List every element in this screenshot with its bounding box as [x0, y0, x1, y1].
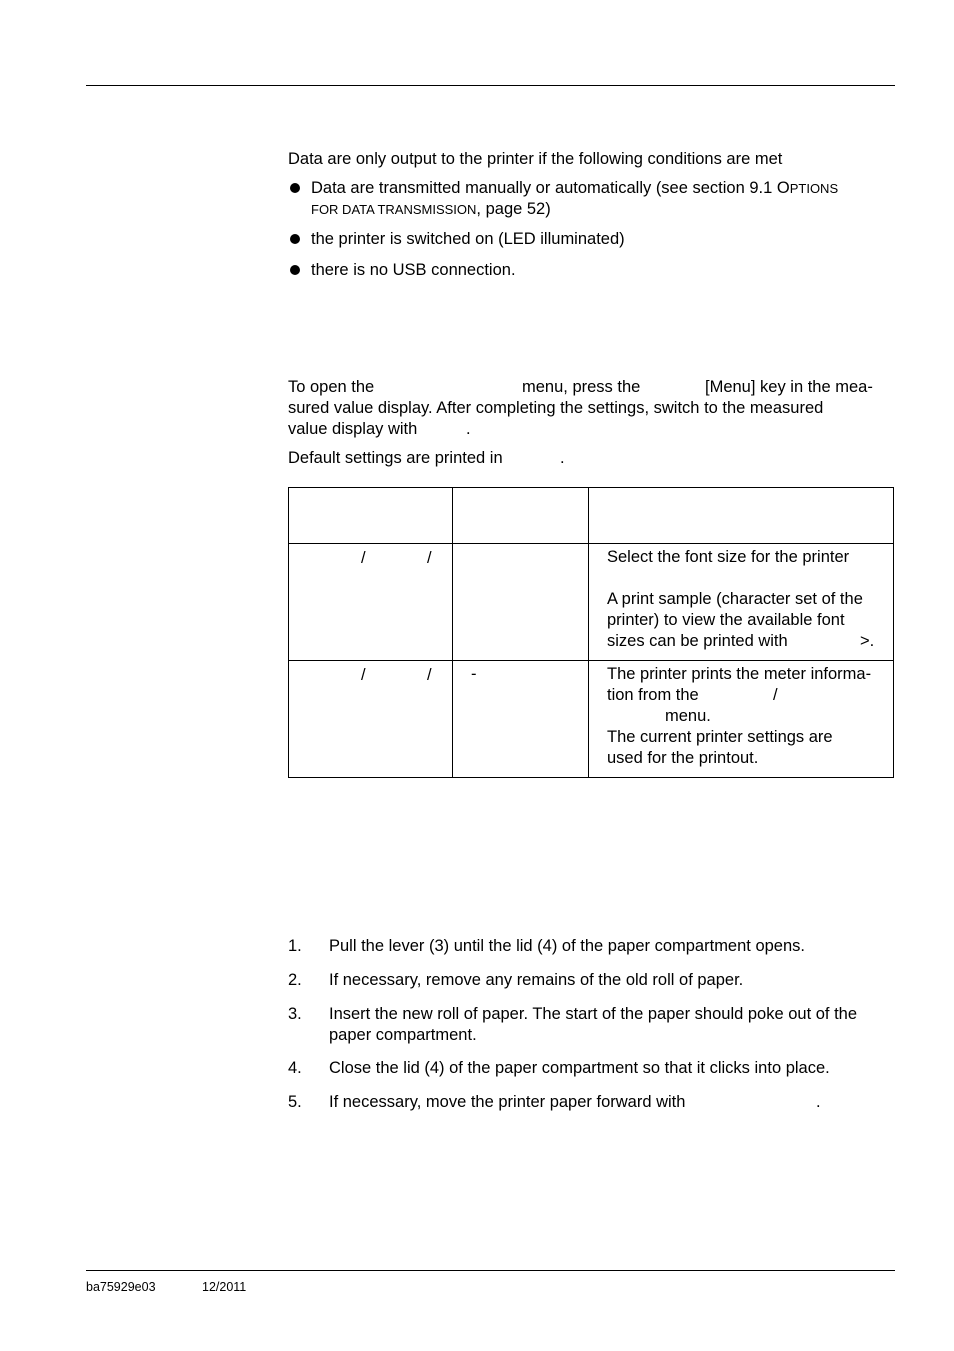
- defaults-note-a: Default settings are printed in: [288, 449, 503, 467]
- selection-value: [453, 544, 588, 547]
- menu-info-line2: sured value display. After completing the settings, switch to the measured: [288, 399, 824, 417]
- explanation-line: used for the printout.: [607, 749, 759, 767]
- step-number: 5.: [288, 1093, 302, 1111]
- step-number: 4.: [288, 1059, 302, 1077]
- explanation-line: A print sample (character set of the: [607, 590, 863, 608]
- conditions-intro: Data are only output to the printer if the following conditions are met: [288, 150, 783, 168]
- settings-table: [288, 487, 894, 778]
- condition-item-3: there is no USB connection.: [311, 261, 516, 279]
- menu-info-line1-a: To open the: [288, 378, 375, 396]
- condition-item-1-line1: Data are transmitted manually or automatically (see section 9.1 OPTIONS: [311, 179, 839, 197]
- footer-rule: [86, 1270, 895, 1271]
- explanation-line: menu.: [665, 707, 711, 725]
- table-row: [289, 544, 894, 661]
- selection-value: -: [471, 665, 477, 683]
- path-separator: /: [361, 549, 366, 567]
- step-number: 3.: [288, 1005, 302, 1023]
- menu-info-line1-b: menu, press the: [522, 378, 641, 396]
- table-header-cell: [289, 488, 453, 544]
- step-text: Insert the new roll of paper. The start of the paper should poke out of the paper compartment.: [329, 1005, 858, 1044]
- path-separator: /: [361, 666, 366, 684]
- menu-info-line3-b: .: [466, 420, 471, 438]
- step-text: If necessary, remove any remains of the old roll of paper.: [329, 971, 744, 989]
- step-number: 1.: [288, 937, 302, 955]
- selection-cell: [453, 544, 589, 661]
- header-rule: [86, 85, 895, 86]
- explanation-line: printer) to view the available font: [607, 611, 845, 629]
- table-header-cell: [453, 488, 589, 544]
- explanation-line: The printer prints the meter informa-: [607, 665, 872, 683]
- setting-cell: [289, 544, 453, 661]
- bullet-icon: [290, 265, 300, 275]
- step-text: Close the lid (4) of the paper compartment so that it clicks into place.: [329, 1059, 830, 1077]
- step-text: Pull the lever (3) until the lid (4) of the paper compartment opens.: [329, 937, 805, 955]
- menu-info-line1-c: [Menu] key in the mea-: [705, 378, 873, 396]
- selection-cell: [453, 661, 589, 778]
- explanation-line: tion from the /: [607, 686, 778, 704]
- explanation-line: sizes can be printed with >.: [607, 632, 875, 650]
- setting-cell: [289, 661, 453, 778]
- bullet-icon: [290, 183, 300, 193]
- table-row: [289, 661, 894, 778]
- footer-doc-id: ba75929e03: [86, 1280, 156, 1294]
- step-number: 2.: [288, 971, 302, 989]
- explanation-cell: [589, 544, 894, 661]
- explanation-line: The current printer settings are: [607, 728, 833, 746]
- path-separator: /: [427, 549, 432, 567]
- condition-item-1-line2: FOR DATA TRANSMISSION, page 52): [311, 200, 551, 218]
- defaults-note-b: .: [560, 449, 565, 467]
- path-separator: /: [427, 666, 432, 684]
- step-text: If necessary, move the printer paper forward with .: [329, 1093, 821, 1111]
- condition-item-2: the printer is switched on (LED illuminated): [311, 230, 625, 248]
- bullet-icon: [290, 234, 300, 244]
- explanation-cell: [589, 661, 894, 778]
- footer-date: 12/2011: [202, 1280, 247, 1294]
- table-header-cell: [589, 488, 894, 544]
- menu-info-line3-a: value display with: [288, 420, 418, 438]
- table-header-row: [289, 488, 894, 544]
- explanation-line: Select the font size for the printer: [607, 548, 850, 566]
